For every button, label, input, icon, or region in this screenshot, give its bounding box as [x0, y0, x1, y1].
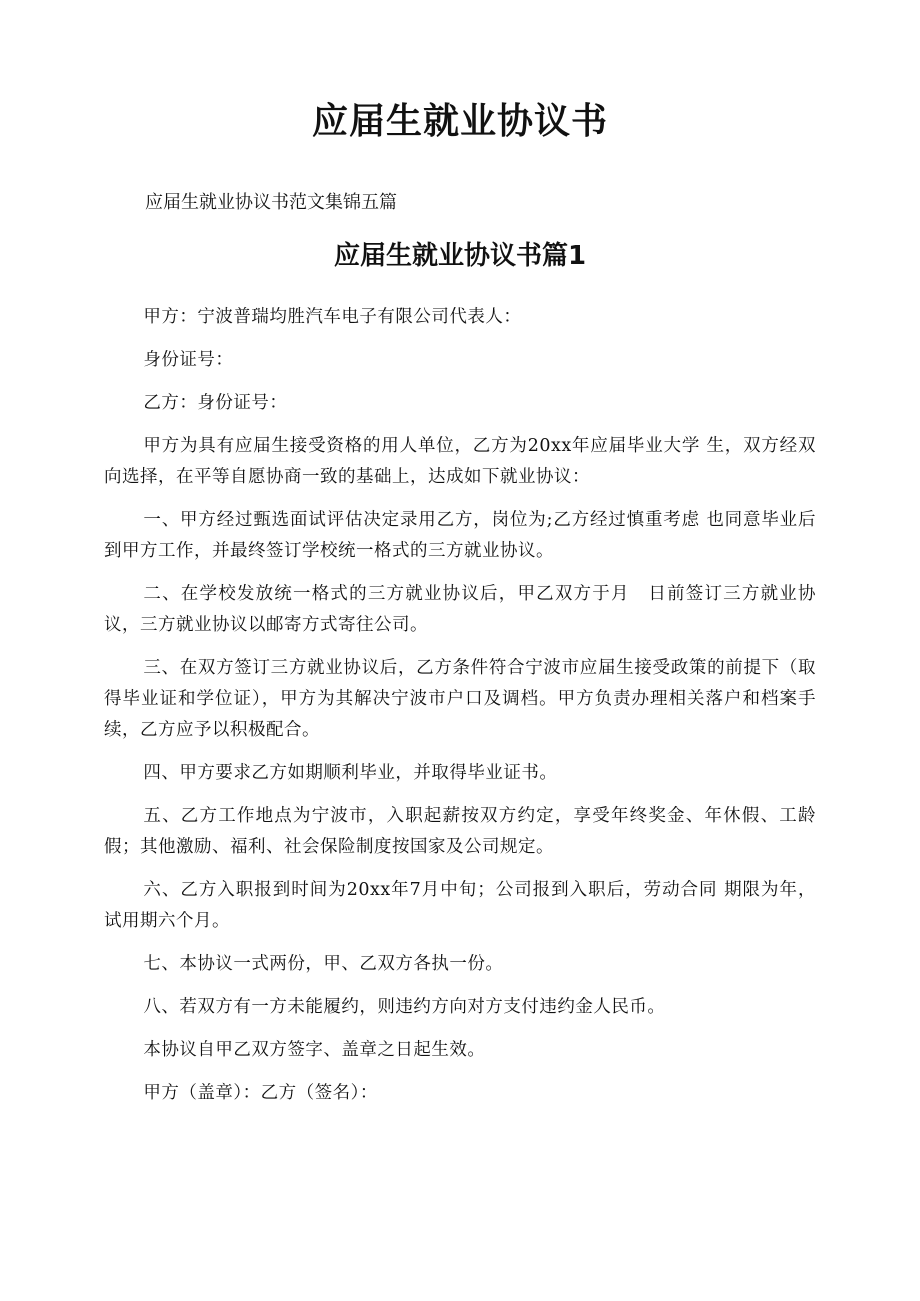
clause-3: 三、在双方签订三方就业协议后，乙方条件符合宁波市应届生接受政策的前提下（取得毕业证和学位证），甲方为其解决宁波市户口及调档。甲方负责办理相关落户和档案手续，乙方应予以积极配合。: [104, 658, 816, 740]
clause-1: 一、甲方经过甄选面试评估决定录用乙方，岗位为;乙方经过慎重考虑 也同意毕业后到甲方工作，并最终签订学校统一格式的三方就业协议。: [104, 510, 816, 561]
id-number-line: 身份证号：: [143, 350, 234, 370]
signature-line: 甲方（盖章）：乙方（签名）：: [143, 1083, 378, 1103]
party-a-line: 甲方：宁波普瑞均胜汽车电子有限公司代表人：: [143, 307, 522, 327]
clause-6: 六、乙方入职报到时间为20xx年7月中旬；公司报到入职后，劳动合同 期限为年，试用期六个月。: [104, 880, 816, 931]
clause-8: 八、若双方有一方未能履约，则违约方向对方支付违约金人民币。: [143, 997, 666, 1017]
document-subtitle: 应届生就业协议书范文集锦五篇: [145, 192, 397, 213]
clause-5: 五、乙方工作地点为宁波市，入职起薪按双方约定，享受年终奖金、年休假、工龄假；其他激励、福利、社会保险制度按国家及公司规定。: [104, 806, 816, 857]
clause-4: 四、甲方要求乙方如期顺利毕业，并取得毕业证书。: [143, 763, 558, 783]
section-title: 应届生就业协议书篇1: [333, 241, 587, 271]
agreement-intro: 甲方为具有应届生接受资格的用人单位，乙方为20xx年应届毕业大学 生，双方经双向选择，在平等自愿协商一致的基础上，达成如下就业协议：: [104, 436, 816, 487]
clause-2: 二、在学校发放统一格式的三方就业协议后，甲乙双方于月 日前签订三方就业协议，三方就业协议以邮寄方式寄往公司。: [104, 584, 816, 635]
agreement-body: [104, 302, 816, 1121]
document-title: 应届生就业协议书: [311, 101, 608, 142]
effective-clause: 本协议自甲乙双方签字、盖章之日起生效。: [143, 1040, 486, 1060]
party-b-line: 乙方：身份证号：: [143, 393, 288, 413]
clause-7: 七、本协议一式两份，甲、乙双方各执一份。: [143, 954, 504, 974]
